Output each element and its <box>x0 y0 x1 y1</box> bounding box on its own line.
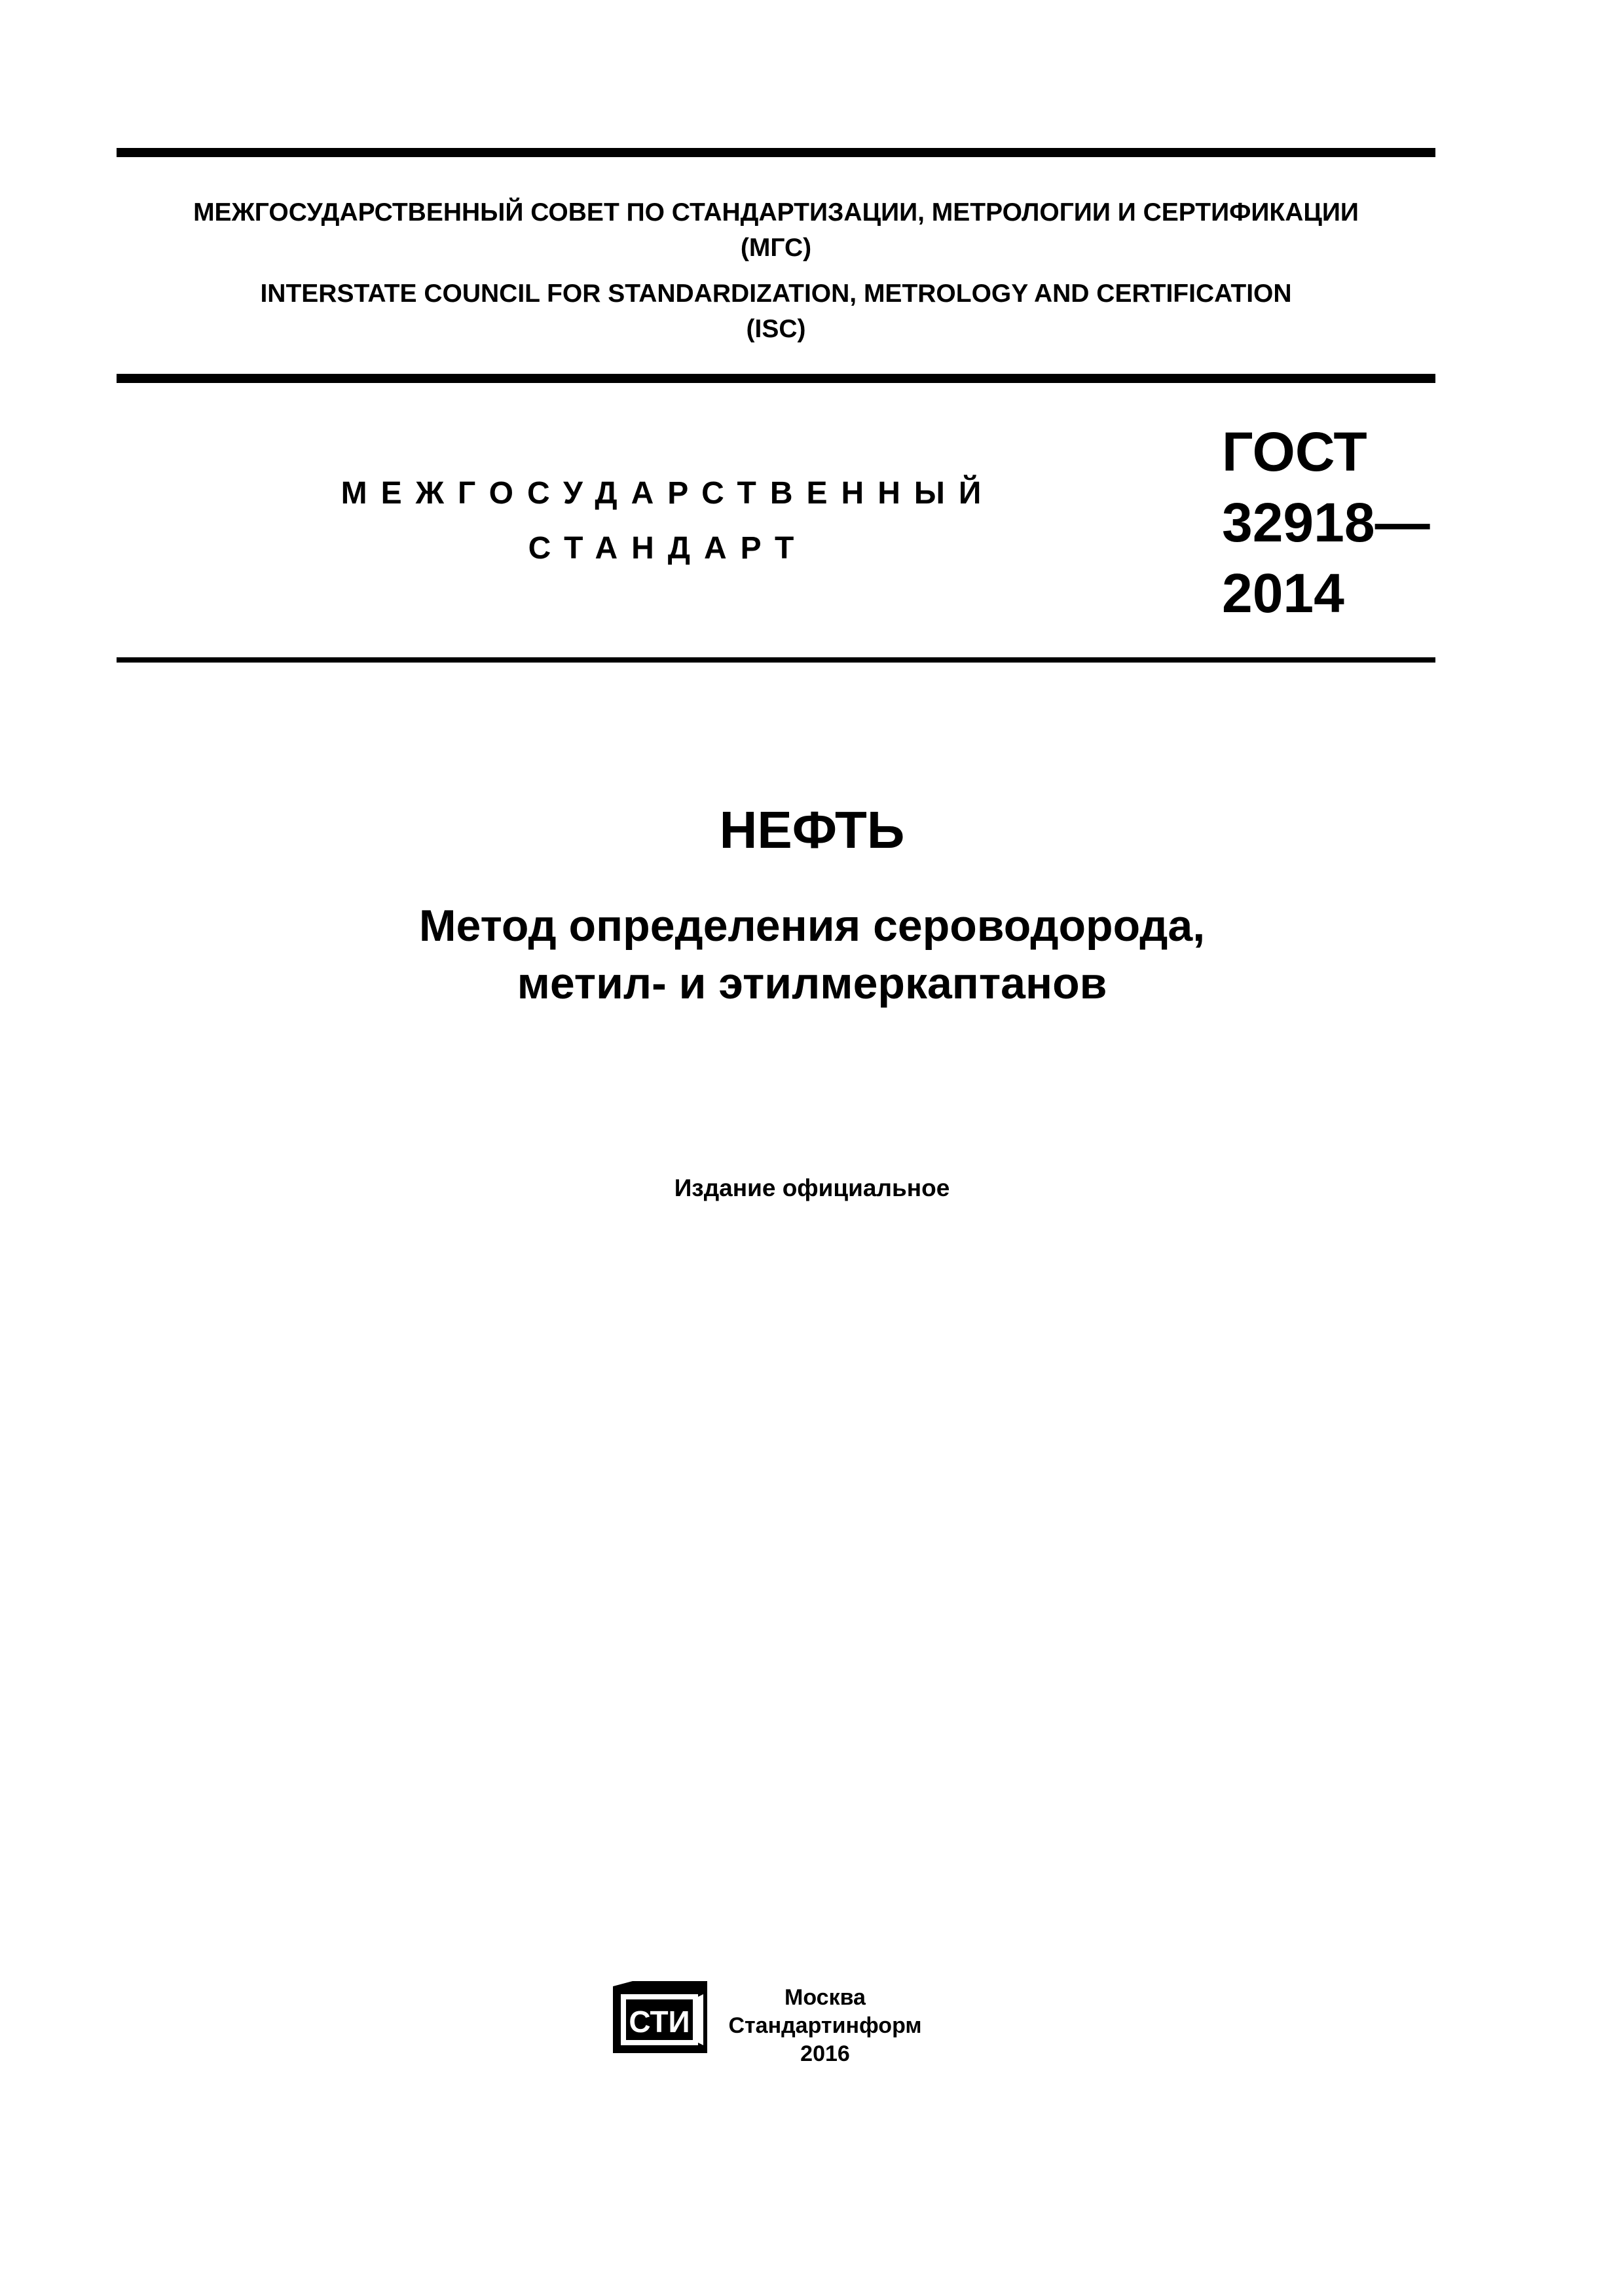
council-abbr-ru: (МГС) <box>740 234 812 262</box>
edition-label: Издание официальное <box>674 1175 950 1201</box>
document-subtitle-line2: метил- и этилмеркаптанов <box>517 958 1107 1008</box>
council-name-ru: МЕЖГОСУДАРСТВЕННЫЙ СОВЕТ ПО СТАНДАРТИЗАЦИИ, МЕТРОЛОГИИ И СЕРТИФИКАЦИИ <box>193 198 1359 227</box>
designation-rule <box>117 657 1435 663</box>
publisher-name: Стандартинформ <box>728 2013 922 2038</box>
document-subtitle-line1: Метод определения сероводорода, <box>418 901 1206 951</box>
standartinform-logo-icon <box>613 1981 707 2053</box>
gost-label: ГОСТ <box>1222 421 1367 483</box>
gost-year: 2014 <box>1222 562 1344 624</box>
council-abbr-en: (ISC) <box>746 315 806 343</box>
standard-type <box>341 466 995 576</box>
top-rule <box>117 148 1435 157</box>
standard-type-line1: МЕЖГОСУДАРСТВЕННЫЙ <box>341 476 995 511</box>
gost-number: 32918— <box>1222 492 1430 553</box>
header-rule <box>117 374 1435 383</box>
logo-text: СТИ <box>629 2005 690 2039</box>
publisher-block <box>720 1984 930 2068</box>
document-title: НЕФТЬ <box>719 801 905 859</box>
publisher-city: Москва <box>784 1985 866 2010</box>
council-header <box>117 195 1435 347</box>
standard-type-line2: СТАНДАРТ <box>528 531 808 566</box>
publisher-year: 2016 <box>800 2041 850 2066</box>
gost-designation <box>1222 416 1438 629</box>
council-name-en: INTERSTATE COUNCIL FOR STANDARDIZATION, METROLOGY AND CERTIFICATION <box>260 280 1292 308</box>
